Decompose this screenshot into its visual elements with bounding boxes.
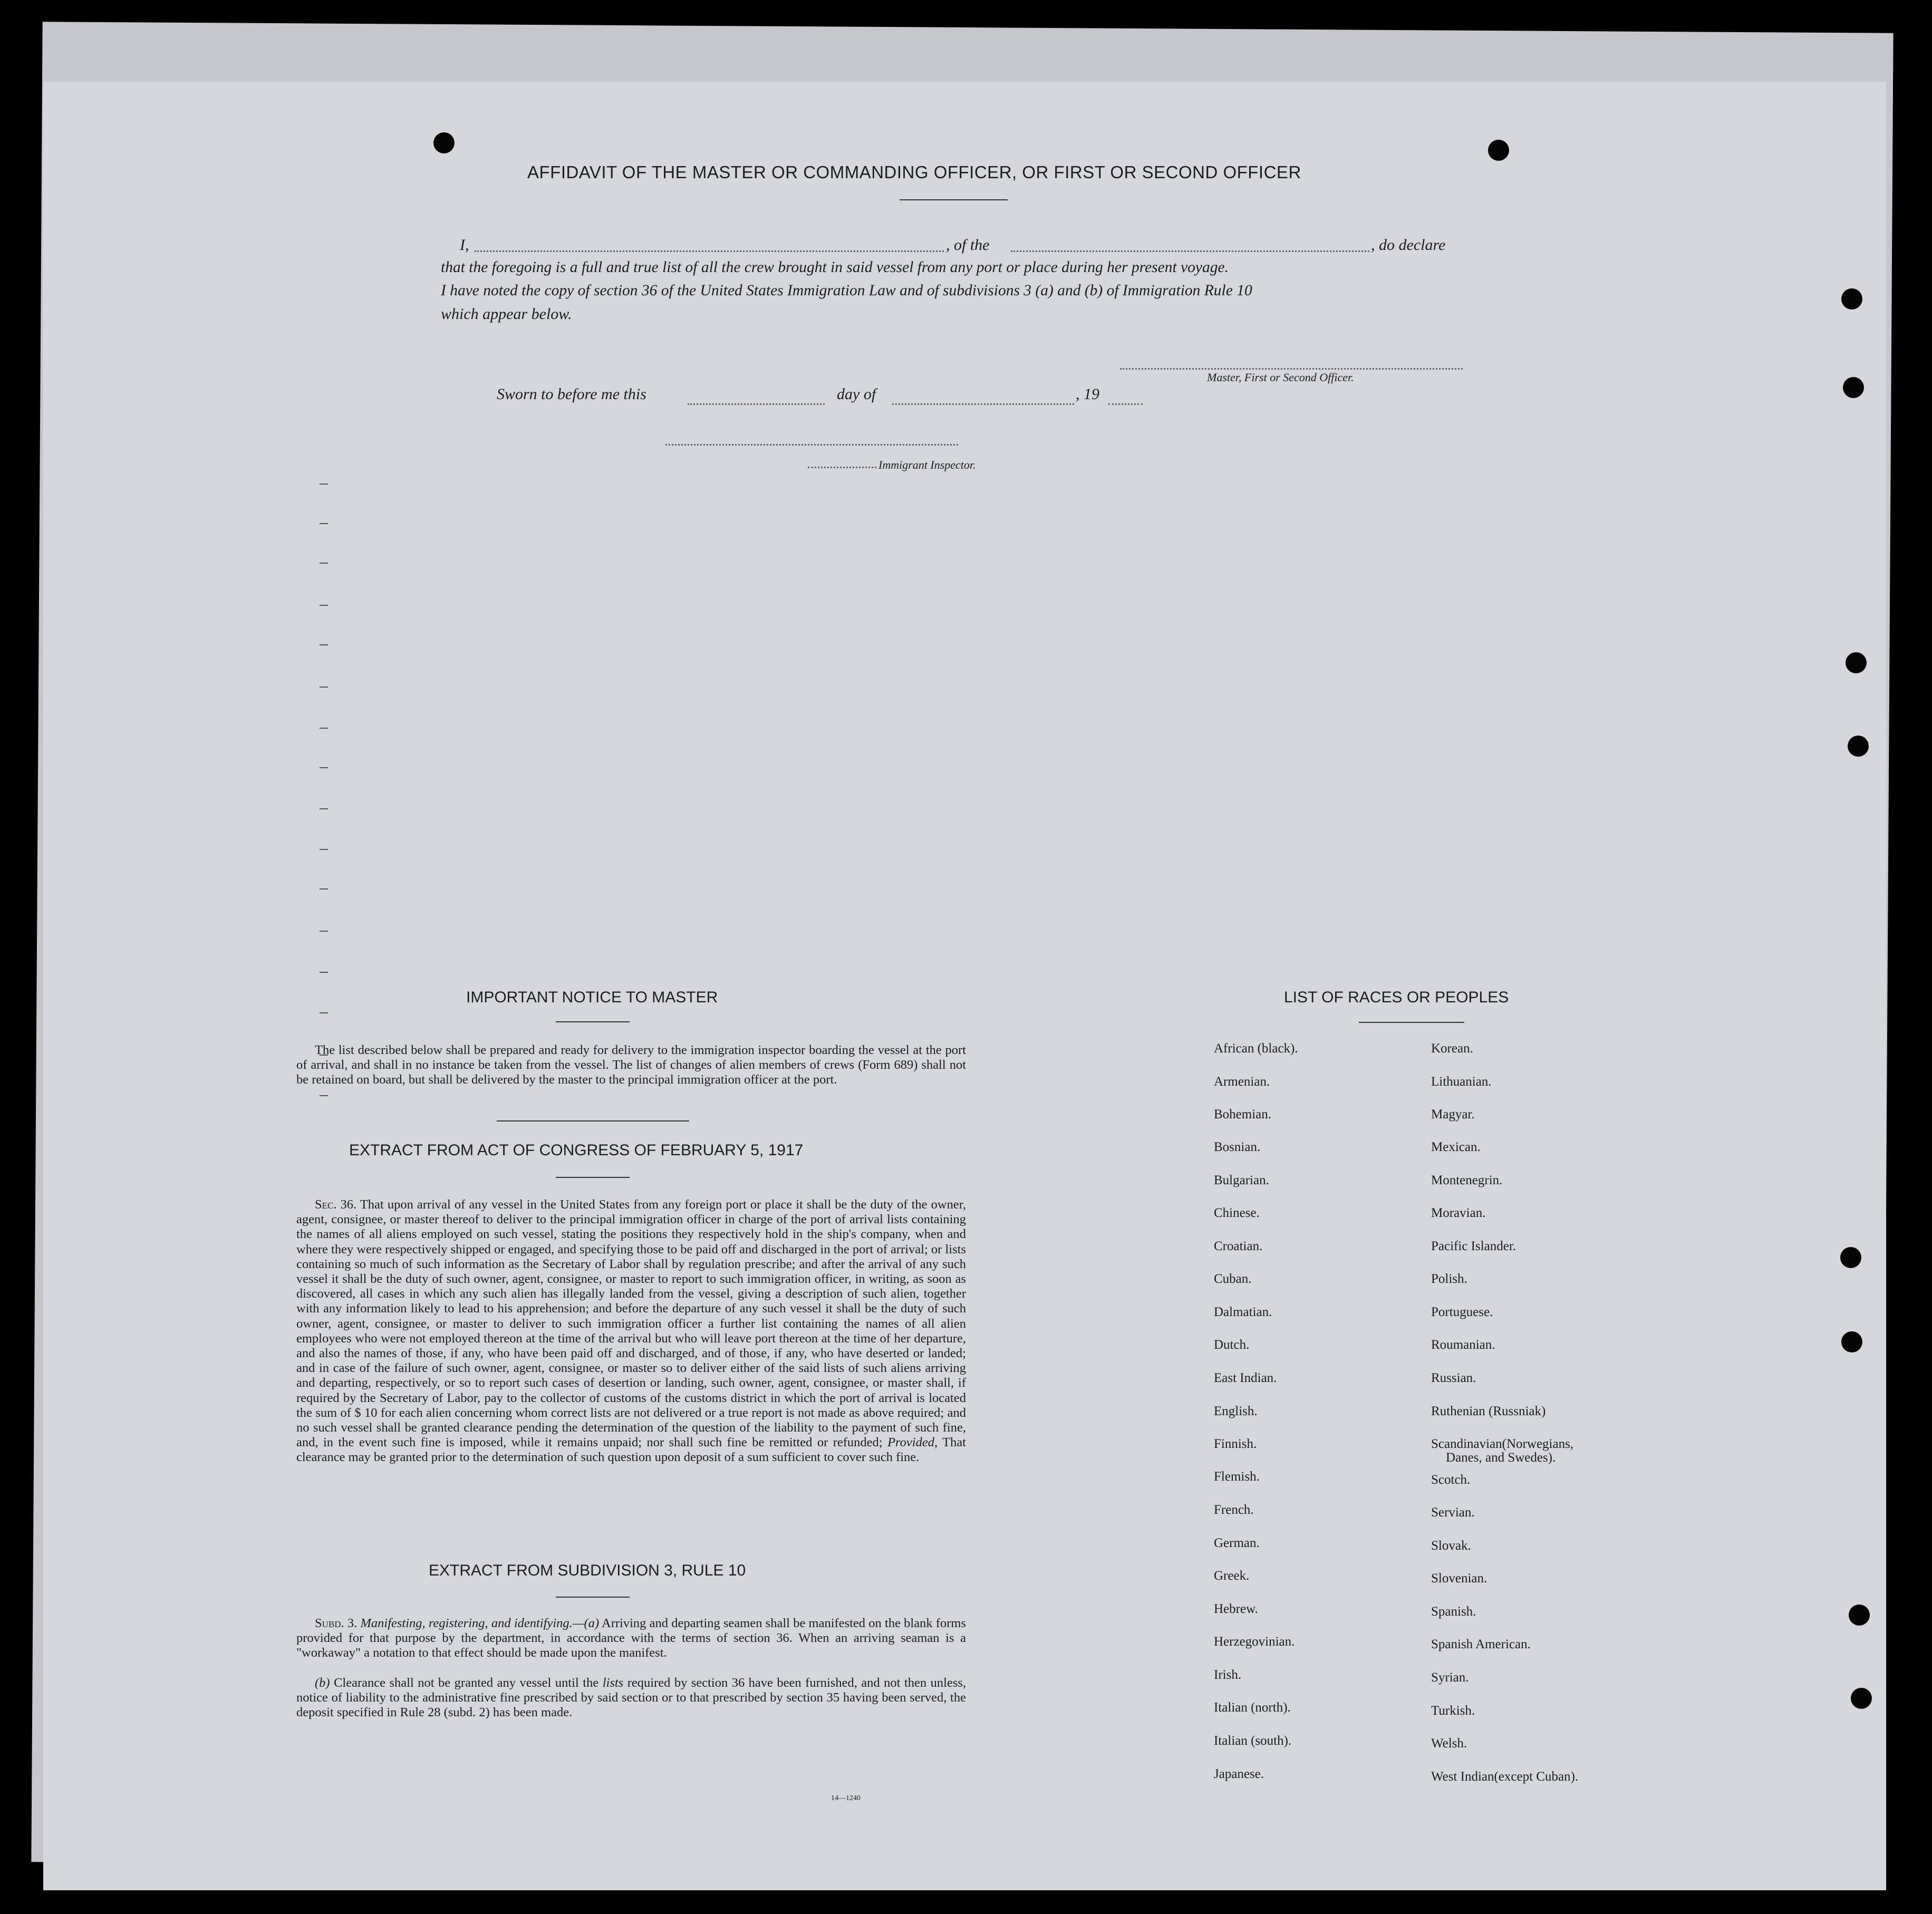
form-number: 14—1240 (831, 1794, 861, 1802)
sworn-text: Sworn to before me this (497, 385, 646, 403)
race-item: Slovenian. (1431, 1571, 1487, 1586)
race-item: Syrian. (1431, 1670, 1469, 1685)
rule-title-rule (556, 1597, 630, 1598)
act-title: EXTRACT FROM ACT OF CONGRESS OF FEBRUARY 5, 1917 (349, 1142, 804, 1159)
race-item: German. (1214, 1536, 1260, 1550)
rule-subd-label: Subd. 3. (315, 1616, 358, 1630)
race-item: Bosnian. (1214, 1140, 1261, 1154)
sworn-day-dots (688, 403, 825, 405)
rule-text-b-lists: lists (602, 1676, 624, 1690)
race-item: Welsh. (1431, 1736, 1467, 1751)
act-body: That upon arrival of any vessel in the United States from any foreign port or place it shall be the duty of the owner, agent, consignee, or master thereof to deliver to the principal immigration officer in charge of the port of arrival lists containing the names of all aliens employed on such vessel, stating the positions they respectively hold in the ship's company, when and where they were respectively shipped or engaged, and specifying those to be paid off and discharged in the port of arrival; or lists containing so much of such information as the Secretary of Labor shall by regulation prescribe; and after the arrival of any such vessel it shall be the duty of such owner, agent, consignee, or master to report to such immigration officer, in writing, as soon as discovered, all cases in which any such alien has illegally landed from the vessel, giving a description of such alien, together with any information likely to lead to his apprehension; and before the departure of any such vessel it shall be the duty of such owner, agent, consignee, or master to deliver to such immigration officer a further list containing the names of all alien employees who were not employed thereon at the time of the arrival but who will leave port thereon at the time of her departure, and also the names of those, if any, who have been paid off and discharged, and of those, if any, who have deserted or landed; and in case of the failure of such owner, agent, consignee, or master so to deliver either of the said lists of such aliens arriving and departing, respectively, or so to report such cases of desertion or landing, such owner, agent, consignee, or master shall, if required by the Secretary of Labor, pay to the collector of customs of the customs district in which the port of arrival is located the sum of $ 10 for each alien concerning whom correct lists are not delivered or a true report is not made as above required; and no such vessel shall be granted clearance pending the determination of the question of the liability to the payment of such fine, and, in the event such fine is imposed, while it remains unpaid; nor shall such fine be remitted or refunded; (296, 1197, 966, 1450)
act-text (296, 1197, 966, 1465)
document-sheet (43, 82, 1886, 1890)
race-item: Roumanian. (1431, 1338, 1495, 1352)
rule-b-label: (b) (315, 1676, 330, 1690)
rule-text-b1: Clearance shall not be granted any vessel until the (334, 1676, 599, 1690)
notice-text: The list described below shall be prepared and ready for delivery to the immigration inspector boarding the vessel at the port of arrival, and shall in no instance be taken from the vessel. The list of changes of alien members of crews (Form 689) shall not be retained on board, but shall be delivered by the master to the principal immigration officer at the port. (296, 1043, 966, 1087)
race-item: Scotch. (1431, 1473, 1471, 1487)
punch-hole (1851, 1688, 1872, 1709)
affidavit-line1-i: I, (460, 236, 469, 254)
act-provided: Provided, (887, 1435, 938, 1450)
race-item: Mexican. (1431, 1140, 1481, 1154)
race-item: Japanese. (1214, 1767, 1264, 1781)
inspector-caption: Immigrant Inspector. (878, 458, 976, 471)
act-section-label: Sec. 36. (315, 1197, 357, 1212)
punch-hole (1846, 652, 1867, 673)
race-item: Moravian. (1431, 1206, 1486, 1220)
act-rule (556, 1177, 630, 1178)
master-signature-line (1120, 368, 1463, 370)
vessel-field-dots (1011, 250, 1369, 252)
punch-hole (1848, 736, 1869, 757)
punch-hole (1488, 140, 1509, 161)
race-item: Magyar. (1431, 1107, 1475, 1122)
inspector-signature-line (665, 444, 958, 446)
punch-hole (1841, 1331, 1862, 1352)
race-item: Slovak. (1431, 1539, 1471, 1553)
rule-subd-heading: Manifesting, registering, and identifying.—(a) (360, 1616, 600, 1630)
notice-title: IMPORTANT NOTICE TO MASTER (466, 989, 718, 1006)
rule-text-a: Arriving and departing seamen shall be manifested on the blank forms provided for that purpose by the department, in accordance with the terms of section 36. When an arriving seaman is a "workaway" a notation to that effect should be made upon the manifest. (296, 1616, 966, 1660)
punch-hole (1841, 288, 1862, 310)
affidavit-title: AFFIDAVIT OF THE MASTER OR COMMANDING OFFICER, OR FIRST OR SECOND OFFICER (527, 162, 1301, 182)
race-item: Flemish. (1214, 1470, 1260, 1484)
affidavit-line1-of-the: , of the (946, 236, 990, 254)
race-item: Irish. (1214, 1668, 1242, 1682)
year-dots (1108, 403, 1143, 405)
race-item: Greek. (1214, 1569, 1250, 1583)
race-item: French. (1214, 1503, 1254, 1517)
master-caption: Master, First or Second Officer. (1207, 371, 1354, 384)
race-item: Finnish. (1214, 1437, 1257, 1451)
punch-hole (1843, 377, 1864, 398)
race-item: Servian. (1431, 1505, 1475, 1520)
race-item: Herzegovinian. (1214, 1635, 1295, 1649)
rule-subd-a (296, 1616, 966, 1661)
affidavit-line1-declare: , do declare (1371, 236, 1446, 254)
race-item: Polish. (1431, 1272, 1467, 1286)
act-body-end: That clearance may be granted prior to the determination of such question upon deposit of a sum sufficient to cover such fine. (296, 1435, 967, 1465)
title-rule (900, 199, 1008, 200)
race-item: Russian. (1431, 1371, 1476, 1385)
race-item: Armenian. (1214, 1075, 1270, 1089)
race-item: Pacific Islander. (1431, 1239, 1516, 1253)
rule-subd-b (296, 1676, 966, 1720)
punch-hole (433, 132, 455, 153)
race-item: Bulgarian. (1214, 1173, 1269, 1187)
punch-hole (1849, 1604, 1870, 1626)
affidavit-line4: which appear below. (441, 305, 572, 323)
affidavit-line2: that the foregoing is a full and true list of all the crew brought in said vessel from any port or place during her present voyage. (441, 259, 1229, 276)
sworn-month-dots (892, 403, 1074, 405)
race-item: Korean. (1431, 1041, 1473, 1056)
race-item: Turkish. (1431, 1704, 1475, 1718)
race-item: Portuguese. (1431, 1305, 1493, 1319)
rule-text-b2: required by section 36 have been furnished, and not then unless, notice of liability to the administrative fine prescribed by said section or to that prescribed by section 35 having been served, the deposit specified in Rule 28 (subd. 2) has been made. (296, 1676, 967, 1720)
day-of-text: day of (837, 385, 876, 403)
affidavit-line3: I have noted the copy of section 36 of the United States Immigration Law and of subdivisions 3 (a) and (b) of Immigration Rule 10 (441, 282, 1252, 299)
race-item: Montenegrin. (1431, 1173, 1503, 1187)
race-item: Lithuanian. (1431, 1075, 1492, 1089)
race-item: Dutch. (1214, 1338, 1250, 1352)
race-item: Spanish. (1431, 1604, 1476, 1619)
notice-rule (556, 1021, 630, 1022)
race-item: African (black). (1214, 1041, 1298, 1056)
inspector-caption-leader (808, 467, 876, 468)
race-item: Hebrew. (1214, 1602, 1258, 1616)
races-rule (1359, 1022, 1464, 1023)
name-field-dots (475, 250, 944, 252)
race-item: Spanish American. (1431, 1637, 1531, 1651)
race-item: English. (1214, 1404, 1258, 1418)
race-item: Scandinavian(Norwegians, (1431, 1437, 1574, 1451)
race-item: Italian (north). (1214, 1700, 1291, 1715)
races-title: LIST OF RACES OR PEOPLES (1284, 989, 1509, 1006)
notice-divider (497, 1120, 689, 1122)
race-item: Cuban. (1214, 1272, 1252, 1286)
race-item: West Indian(except Cuban). (1431, 1770, 1579, 1784)
race-item: Chinese. (1214, 1206, 1260, 1220)
punch-hole (1840, 1247, 1861, 1268)
race-item: East Indian. (1214, 1371, 1277, 1385)
race-item: Italian (south). (1214, 1734, 1292, 1748)
race-item: Danes, and Swedes). (1446, 1451, 1556, 1465)
year-text: , 19 (1076, 385, 1099, 403)
rule-title: EXTRACT FROM SUBDIVISION 3, RULE 10 (429, 1562, 746, 1579)
race-item: Croatian. (1214, 1239, 1263, 1253)
race-item: Dalmatian. (1214, 1305, 1272, 1319)
race-item: Ruthenian (Russniak) (1431, 1404, 1546, 1418)
race-item: Bohemian. (1214, 1107, 1272, 1122)
